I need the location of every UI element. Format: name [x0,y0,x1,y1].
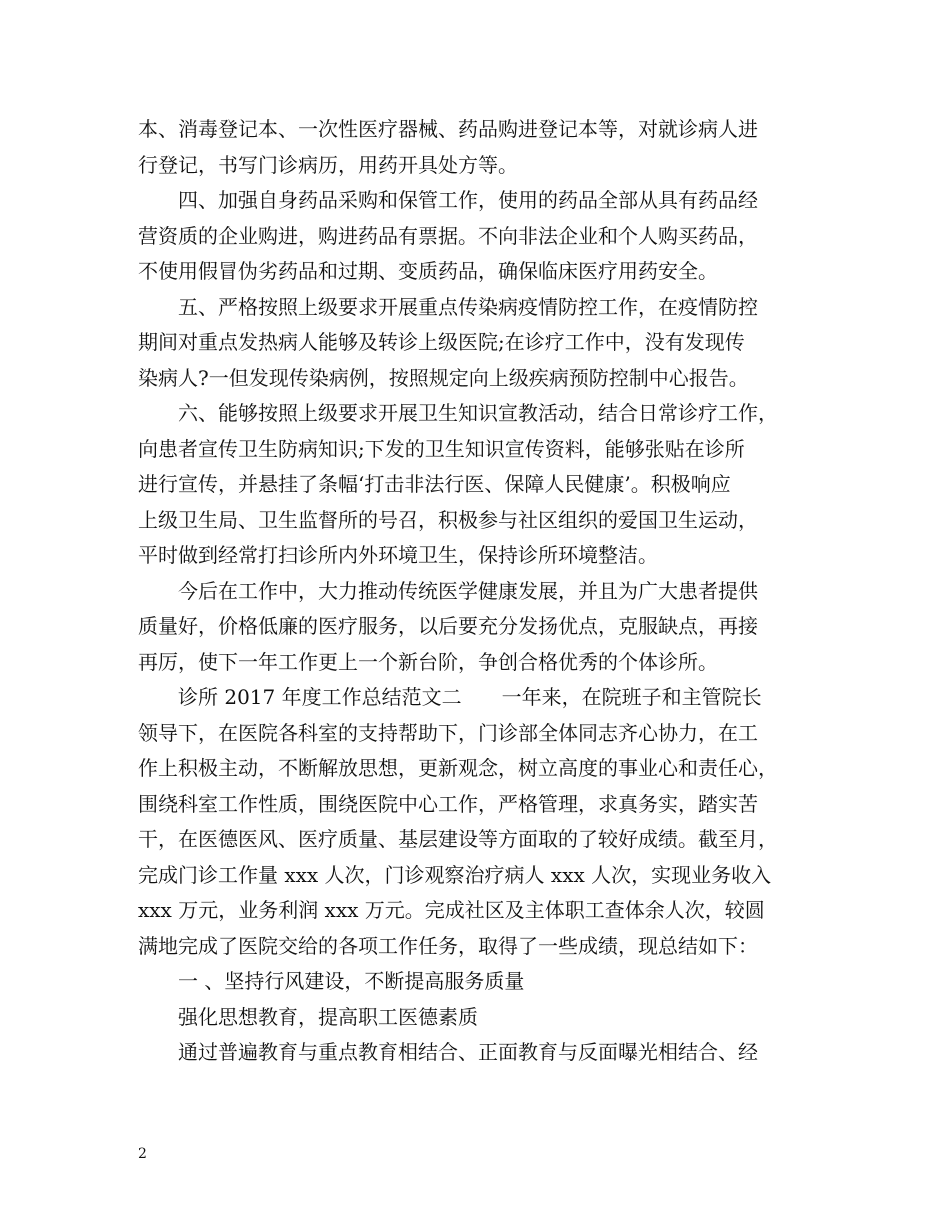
text-line: 一 、坚持行风建设，不断提高服务质量 [178,969,525,993]
text-line: 本、消毒登记本、一次性医疗器械、药品购进登记本等，对就诊病人进 [138,117,758,141]
text-line: 行登记，书写门诊病历，用药开具处方等。 [138,152,518,177]
text-line: 平时做到经常打扫诊所内外环境卫生，保持诊所环境整洁。 [138,543,658,567]
text-line: 质量好，价格低廉的医疗服务，以后要充分发扬优点，克服缺点，再接 [138,614,758,638]
text-line: xxx 万元，业务利润 xxx 万元。完成社区及主体职工查体余人次，较圆 [138,898,765,922]
text-line: 完成门诊工作量 xxx 人次，门诊观察治疗病人 xxx 人次，实现业务收入 [138,862,772,887]
text-line: 强化思想教育，提高职工医德素质 [178,1004,478,1029]
text-line: 期间对重点发热病人能够及转诊上级医院;在诊疗工作中，没有发现传 [138,330,745,354]
text-line: 再厉，使下一年工作更上一个新台阶，争创合格优秀的个体诊所。 [138,649,718,674]
text-line: 六、能够按照上级要求开展卫生知识宣教活动，结合日常诊疗工作， [178,401,778,425]
text-line: 五、严格按照上级要求开展重点传染病疫情防控工作，在疫情防控 [178,294,758,319]
text-line: 干，在医德医风、医疗质量、基层建设等方面取的了较好成绩。截至月， [138,827,778,851]
text-line: 作上积极主动，不断解放思想，更新观念，树立高度的事业心和责任心， [138,756,778,780]
page-number: 2 [138,1146,147,1162]
text-line: 染病人?一但发现传染病例，按照规定向上级疾病预防控制中心报告。 [138,365,749,390]
text-line: 四、加强自身药品采购和保管工作，使用的药品全部从具有药品经 [178,188,758,212]
text-line: 上级卫生局、卫生监督所的号召，积极参与社区组织的爱国卫生运动， [138,507,758,532]
text-line: 不使用假冒伪劣药品和过期、变质药品，确保临床医疗用药安全。 [138,259,718,283]
text-line: 营资质的企业购进，购进药品有票据。不向非法企业和个人购买药品， [138,223,758,248]
text-line: 通过普遍教育与重点教育相结合、正面教育与反面曝光相结合、经 [178,1040,758,1064]
text-line: 进行宣传，并悬挂了条幅‘打击非法行医、保障人民健康’。积极响应 [138,472,731,496]
text-line: 向患者宣传卫生防病知识;下发的卫生知识宣传资料，能够张贴在诊所 [138,436,745,461]
text-line: 今后在工作中，大力推动传统医学健康发展，并且为广大患者提供 [178,578,758,603]
text-line: 围绕科室工作性质，围绕医院中心工作，严格管理，求真务实，踏实苦 [138,791,758,816]
text-line: 诊所 2017 年度工作总结范文二 一年来，在院班子和主管院长 [178,685,762,709]
text-line: 满地完成了医院交给的各项工作任务，取得了一些成绩，现总结如下： [138,933,758,958]
document-body [138,114,828,1073]
text-line: 领导下，在医院各科室的支持帮助下，门诊部全体同志齐心协力，在工 [138,720,758,745]
